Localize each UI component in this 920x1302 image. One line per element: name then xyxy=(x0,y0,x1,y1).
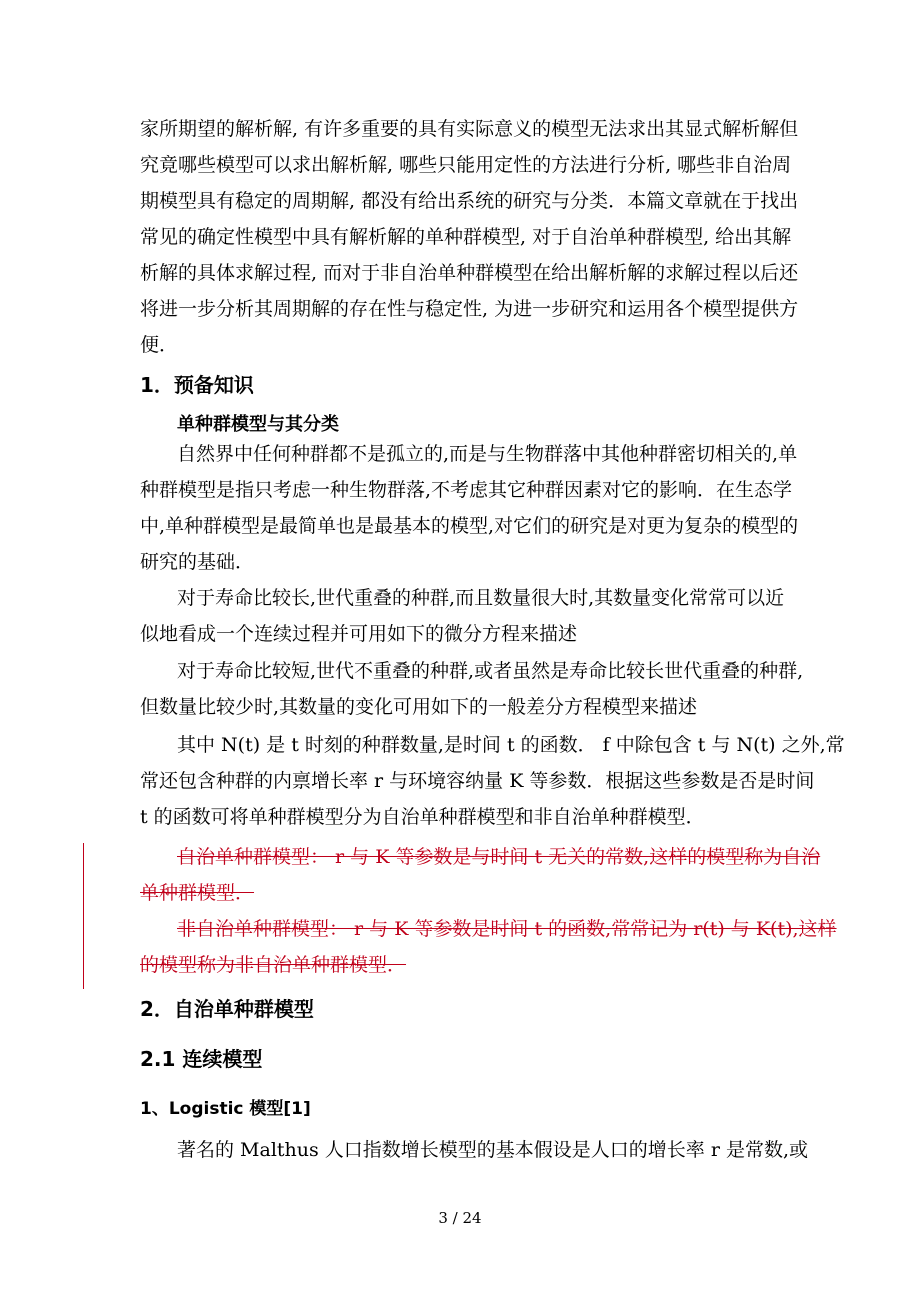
section-2-1-heading: 2.1 连续模型 xyxy=(140,1047,263,1071)
deleted-nonautonomous-line-1: 非自治单种群模型： r 与 K 等参数是时间 t 的函数,常常记为 r(t) 与 K(t),这样 xyxy=(177,918,837,940)
intro-line-4: 常见的确定性模型中具有解析解的单种群模型, 对于自治单种群模型, 给出其解 xyxy=(140,226,792,248)
nature-line-1: 自然界中任何种群都不是孤立的,而是与生物群落中其他种群密切相关的,单 xyxy=(177,443,798,465)
intro-line-7: 便． xyxy=(140,334,179,356)
where-line-1: 其中 N(t) 是 t 时刻的种群数量,是时间 t 的函数． f 中除包含 t 与 N(t) 之外,常 xyxy=(177,734,845,756)
nature-line-3: 中,单种群模型是最简单也是最基本的模型,对它们的研究是对更为复杂的模型的 xyxy=(140,515,799,537)
deleted-nonautonomous-line-2: 的模型称为非自治单种群模型． xyxy=(140,954,407,976)
deleted-autonomous-line-2: 单种群模型． xyxy=(140,882,255,904)
intro-line-1: 家所期望的解析解, 有许多重要的具有实际意义的模型无法求出其显式解析解但 xyxy=(140,118,799,140)
continuous-line-1: 对于寿命比较长,世代重叠的种群,而且数量很大时,其数量变化常常可以近 xyxy=(177,587,785,609)
where-line-2: 常还包含种群的内禀增长率 r 与环境容纳量 K 等参数．根据这些参数是否是时间 xyxy=(140,770,815,792)
nature-line-4: 研究的基础． xyxy=(140,551,255,573)
intro-line-6: 将进一步分析其周期解的存在性与稳定性, 为进一步研究和运用各个模型提供方 xyxy=(140,298,799,320)
section-2-heading: 2．自治单种群模型 xyxy=(140,997,314,1021)
intro-line-5: 析解的具体求解过程, 而对于非自治单种群模型在给出解析解的求解过程以后还 xyxy=(140,262,799,284)
deleted-autonomous-line-1: 自治单种群模型： r 与 K 等参数是与时间 t 无关的常数,这样的模型称为自治 xyxy=(177,846,821,868)
logistic-heading: 1、Logistic 模型[1] xyxy=(140,1099,311,1119)
intro-line-3: 期模型具有稳定的周期解, 都没有给出系统的研究与分类．本篇文章就在于找出 xyxy=(140,190,799,212)
page-number: 3 / 24 xyxy=(438,1209,482,1227)
intro-line-2: 究竟哪些模型可以求出解析解, 哪些只能用定性的方法进行分析, 哪些非自治周 xyxy=(140,154,792,176)
revision-change-bar xyxy=(83,843,84,989)
continuous-line-2: 似地看成一个连续过程并可用如下的微分方程来描述 xyxy=(140,623,578,645)
nature-line-2: 种群模型是指只考虑一种生物群落,不考虑其它种群因素对它的影响．在生态学 xyxy=(140,479,793,501)
discrete-line-2: 但数量比较少时,其数量的变化可用如下的一般差分方程模型来描述 xyxy=(140,696,698,718)
discrete-line-1: 对于寿命比较短,世代不重叠的种群,或者虽然是寿命比较长世代重叠的种群, xyxy=(177,660,804,682)
malthus-line: 著名的 Malthus 人口指数增长模型的基本假设是人口的增长率 r 是常数,或 xyxy=(177,1139,809,1161)
subsection-heading: 单种群模型与其分类 xyxy=(177,414,339,435)
section-1-heading: 1．预备知识 xyxy=(140,373,254,397)
where-line-3: t 的函数可将单种群模型分为自治单种群模型和非自治单种群模型． xyxy=(140,806,705,828)
